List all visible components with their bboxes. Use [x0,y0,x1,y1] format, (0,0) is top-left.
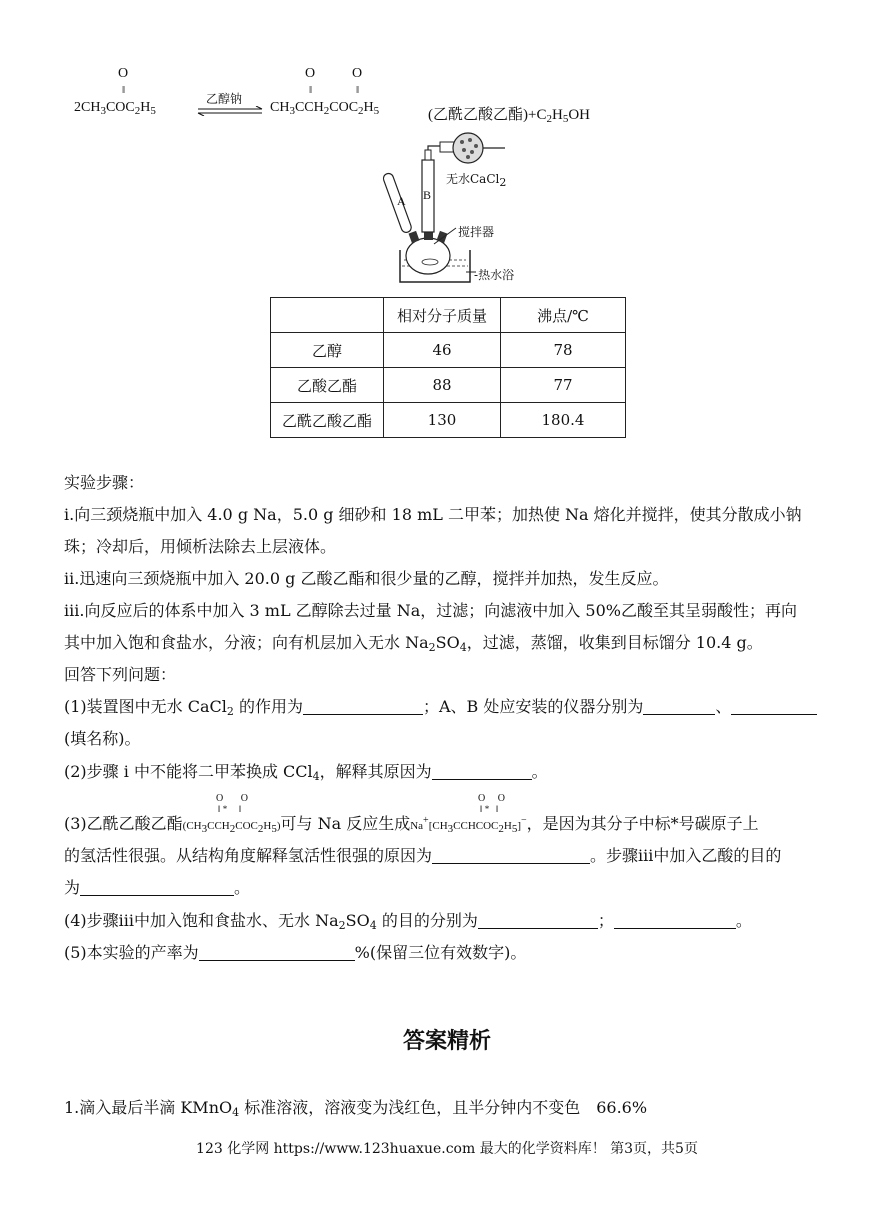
catalyst-label: 乙醇钠 [206,92,243,106]
table-header-row [271,298,626,333]
table-cell: 130 [384,403,501,438]
carbonyl-o-2: O [305,66,316,81]
label-bath: -热水浴 [474,268,515,282]
product-name: (乙酰乙酸乙酯)$+C_2H_5OH$ [428,107,590,125]
q3-formula-2: $Na^+[CH_3CCHCOC_2H_5]^-$ [410,815,527,835]
question-3-b: 的氢活性很强。从结构角度解释氢活性很强的原因为 。步骤ⅲ中加入乙酸的目的 [64,846,782,865]
question-3: (3)乙酰乙酸乙酯$(CH_3CCH_2COC_2H_5)$可与 Na 反应生成$Na^+[CH_3CCHCOC_2H_5]^-$，是因为其分子中标*号碳原子上 [64,814,759,835]
table-header-cell [271,298,384,333]
answer-blank-4[interactable] [432,763,532,780]
lhs-formula: $2CH_3COC_2H_5$ [74,100,156,117]
answer-blank-3[interactable] [731,698,817,715]
question-1-b: (填名称)。 [64,729,141,748]
question-5: (5)本实验的产率为 %(保留三位有效数字)。 [64,943,527,962]
table-header-cell: 沸点/℃ [501,298,626,333]
answer-1: 1.滴入最后半滴 KMnO$_4$ 标准溶液，溶液变为浅红色，且半分钟内不变色 66.6% [64,1098,648,1119]
answer-blank-7[interactable] [478,912,598,929]
apparatus-diagram [370,132,570,292]
step-3-line-2: 其中加入饱和食盐水，分液；向有机层加入无水 $Na_2SO_4$，过滤，蒸馏，收集到目标馏分 10.4 g。 [64,633,763,654]
table-cell: 乙酸乙酯 [271,368,384,403]
double-bond-2: ‖ [309,84,313,96]
answer-blank-6[interactable] [80,879,234,896]
step-1-line-2: 珠；冷却后，用倾析法除去上层液体。 [64,537,337,556]
answer-blank-8[interactable] [614,912,736,929]
table-cell: 88 [384,368,501,403]
data-table [270,297,626,438]
answer-blank-9[interactable] [199,944,355,961]
answer-blank-1[interactable] [303,698,423,715]
answers-title: 答案精析 [402,1028,491,1054]
answer-blank-5[interactable] [432,847,590,864]
answer-blank-2[interactable] [643,698,715,715]
table-cell: 180.4 [501,403,626,438]
equilibrium-arrow-icon [196,106,266,116]
questions-intro: 回答下列问题： [64,665,177,684]
table-row [271,333,626,368]
double-bond-3: ‖ [356,84,360,96]
steps-title: 实验步骤： [64,473,145,492]
table-cell: 77 [501,368,626,403]
q3-formula2-bonds: ‖ * ‖ [480,804,499,814]
double-bond-1: ‖ [122,84,126,96]
table-row [271,403,626,438]
step-1-line-1: ⅰ.向三颈烧瓶中加入 4.0 g Na，5.0 g 细砂和 18 mL 二甲苯；加热使 Na 熔化并搅拌，使其分散成小钠 [64,505,802,524]
table-header-cell: 相对分子质量 [384,298,501,333]
q3-formula1-bonds: ‖ * ‖ [218,804,242,814]
rhs-formula: $CH_3CCH_2COC_2H_5$ [270,100,380,117]
table-cell: 乙酰乙酸乙酯 [271,403,384,438]
carbonyl-o-1: O [118,66,129,81]
question-1: (1)装置图中无水 CaCl$_2$ 的作用为 ；A、B 处应安装的仪器分别为 、 [64,697,817,717]
q3-formula2-carbonyls: O O [478,793,505,804]
label-drying: 无水CaCl$_2$ [446,172,507,189]
table-cell: 乙醇 [271,333,384,368]
question-3-c: 为 。 [64,878,251,897]
q3-formula1-carbonyls: O O [216,793,248,804]
step-3-line-1: ⅲ.向反应后的体系中加入 3 mL 乙醇除去过量 Na，过滤；向滤液中加入 50%乙酸至其呈弱酸性；再向 [64,601,797,620]
reaction-equation [72,64,632,124]
table-cell: 78 [501,333,626,368]
q3-formula-1: $(CH_3CCH_2COC_2H_5)$ [182,820,281,835]
label-a: A [397,194,406,208]
label-b: B [423,188,432,202]
table-cell: 46 [384,333,501,368]
table-row [271,368,626,403]
step-2: ⅱ.迅速向三颈烧瓶中加入 20.0 g 乙酸乙酯和很少量的乙醇，搅拌并加热，发生反应。 [64,569,669,588]
label-stirrer: 搅拌器 [458,225,495,239]
question-4: (4)步骤ⅲ中加入饱和食盐水、无水 $Na_2SO_4$ 的目的分别为 ； 。 [64,911,752,932]
question-2: (2)步骤 ⅰ 中不能将二甲苯换成 CCl$_4$，解释其原因为 。 [64,762,548,783]
page-footer: 123 化学网 https://www.123huaxue.com 最大的化学资料库！ 第3页，共5页 [196,1141,698,1157]
apparatus-drawing [370,132,570,292]
carbonyl-o-3: O [352,66,363,81]
